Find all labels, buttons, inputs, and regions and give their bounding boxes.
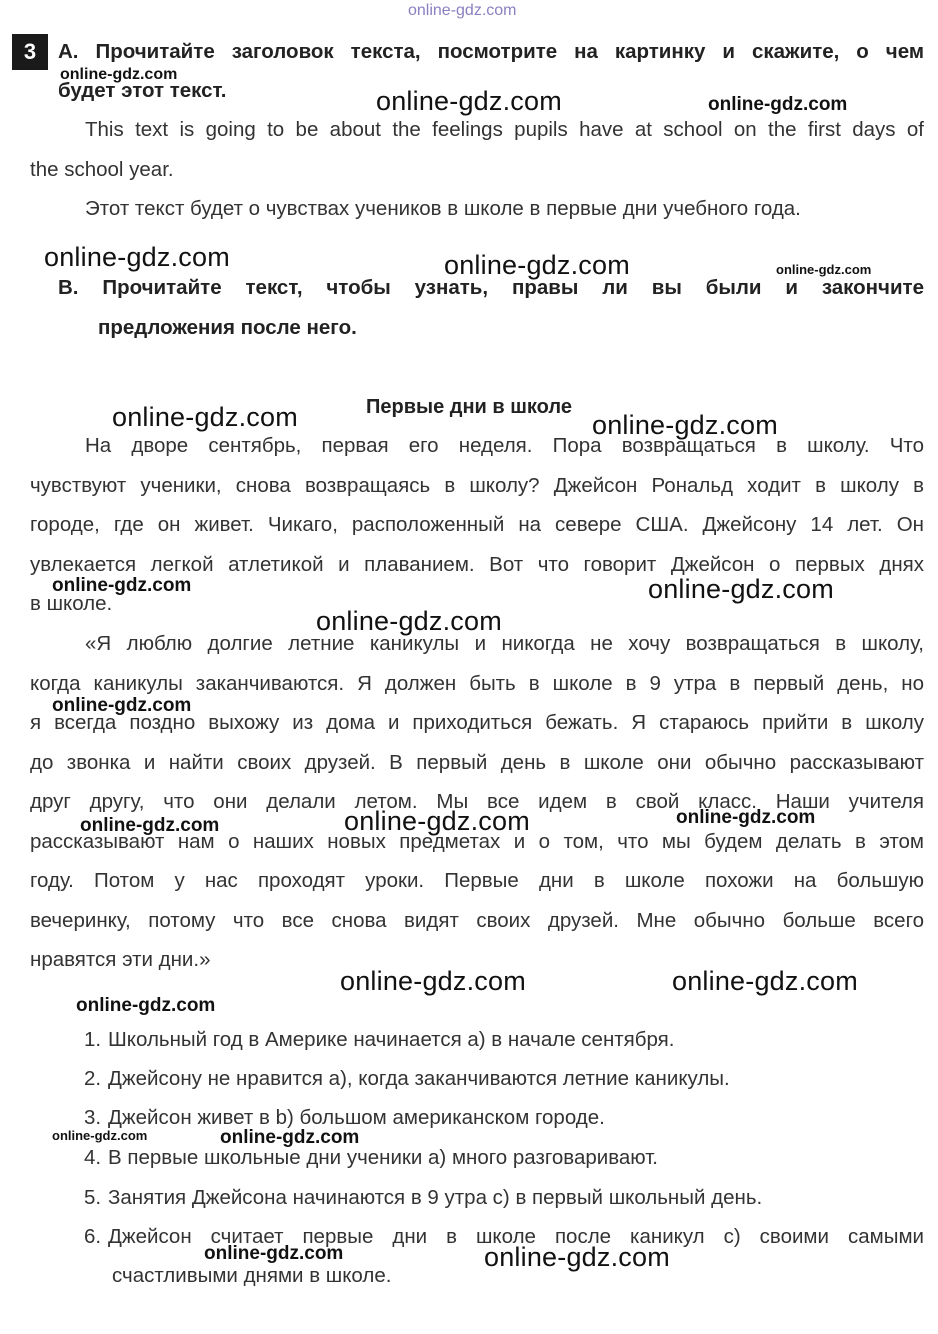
answer-item [84,1106,924,1130]
answer-text: Джейсону не нравится а), когда заканчиваются летние каникулы. [108,1067,730,1090]
story-line: когда каникулы заканчиваются. Я должен быть в школе в 9 утра в первый день, но [30,672,924,695]
watermark: online-gdz.com [60,66,178,83]
exercise-number-badge: 3 [12,34,48,70]
story-line: году. Потом у нас проходят уроки. Первые дни в школе похожи на большую [30,869,924,892]
answer-item [84,1186,924,1210]
watermark: online-gdz.com [52,695,192,716]
watermark: online-gdz.com [408,2,517,19]
task-a-line-2: будет этот текст. [58,79,227,102]
story-title: Первые дни в школе [366,396,572,418]
story-line: в школе. [30,592,113,615]
story-line: друг другу, что они делали летом. Мы все идем в свой класс. Наши учителя [30,790,924,813]
watermark: online-gdz.com [676,807,816,828]
answer-en-line-2: the school year. [30,158,174,181]
story-line: я всегда поздно выхожу из дома и приходиться бежать. Я стараюсь прийти в школу [30,711,924,734]
task-a-line-1: A. Прочитайте заголовок текста, посмотрите на картинку и скажите, о чем [58,40,924,63]
watermark: online-gdz.com [80,815,220,836]
watermark: online-gdz.com [376,86,562,116]
story-line: «Я люблю долгие летние каникулы и никогда не хочу возвращаться в школу, [85,632,924,655]
story-line: На дворе сентябрь, первая его неделя. Пора возвращаться в школу. Что [85,434,924,457]
answer-number: 1. [84,1028,102,1051]
watermark: online-gdz.com [444,250,630,280]
watermark: online-gdz.com [76,995,216,1016]
answer-text: счастливыми днями в школе. [112,1264,392,1287]
watermark: online-gdz.com [776,262,872,277]
answer-ru: Этот текст будет о чувствах учеников в школе в первые дни учебного года. [85,197,801,220]
watermark: online-gdz.com [592,410,778,440]
answer-number: 4. [84,1146,102,1169]
answer-en-line-1: This text is going to be about the feelings pupils have at school on the first days of [85,118,924,141]
watermark: online-gdz.com [44,242,230,272]
task-b-line-2: предложения после него. [98,316,357,339]
story-line: городе, где он живет. Чикаго, расположенный на севере США. Джейсону 14 лет. Он [30,513,924,536]
watermark: online-gdz.com [52,1128,148,1143]
answer-item-continuation [112,1264,924,1288]
story-line: чувствуют ученики, снова возвращаясь в школу? Джейсон Рональд ходит в школу в [30,474,924,497]
story-line: увлекается легкой атлетикой и плаванием. Вот что говорит Джейсон о первых днях [30,553,924,576]
answer-text: Школьный год в Америке начинается а) в начале сентября. [108,1028,675,1051]
watermark: online-gdz.com [672,966,858,996]
watermark: online-gdz.com [204,1243,344,1264]
answer-item [84,1225,924,1249]
answer-text: Занятия Джейсона начинаются в 9 утра с) в первый школьный день. [108,1186,763,1209]
story-line: рассказывают нам о наших новых предметах и о том, что мы будем делать в этом [30,830,924,853]
watermark: online-gdz.com [708,94,848,115]
answer-text: Джейсон живет в b) большом американском городе. [108,1106,605,1129]
answer-text: Джейсон считает первые дни в школе после каникул с) своими самыми [108,1225,924,1248]
watermark: online-gdz.com [340,966,526,996]
answer-number: 5. [84,1186,102,1209]
watermark: online-gdz.com [220,1127,360,1148]
watermark: online-gdz.com [112,402,298,432]
watermark: online-gdz.com [344,806,530,836]
answer-number: 2. [84,1067,102,1090]
answer-item [84,1028,924,1052]
task-b-line-1: B. Прочитайте текст, чтобы узнать, правы ли вы были и закончите [58,276,924,299]
answer-item [84,1146,924,1170]
answer-item [84,1067,924,1091]
story-line: до звонка и найти своих друзей. В первый день в школе они обычно рассказывают [30,751,924,774]
story-line: нравятся эти дни.» [30,948,211,971]
watermark: online-gdz.com [648,574,834,604]
story-line: вечеринку, потому что все снова видят своих друзей. Мне обычно больше всего [30,909,924,932]
watermark: online-gdz.com [52,575,192,596]
answer-number: 3. [84,1106,102,1129]
watermark: online-gdz.com [484,1242,670,1272]
answer-text: В первые школьные дни ученики а) много разговаривают. [108,1146,659,1169]
watermark: online-gdz.com [316,606,502,636]
answer-number: 6. [84,1225,102,1248]
